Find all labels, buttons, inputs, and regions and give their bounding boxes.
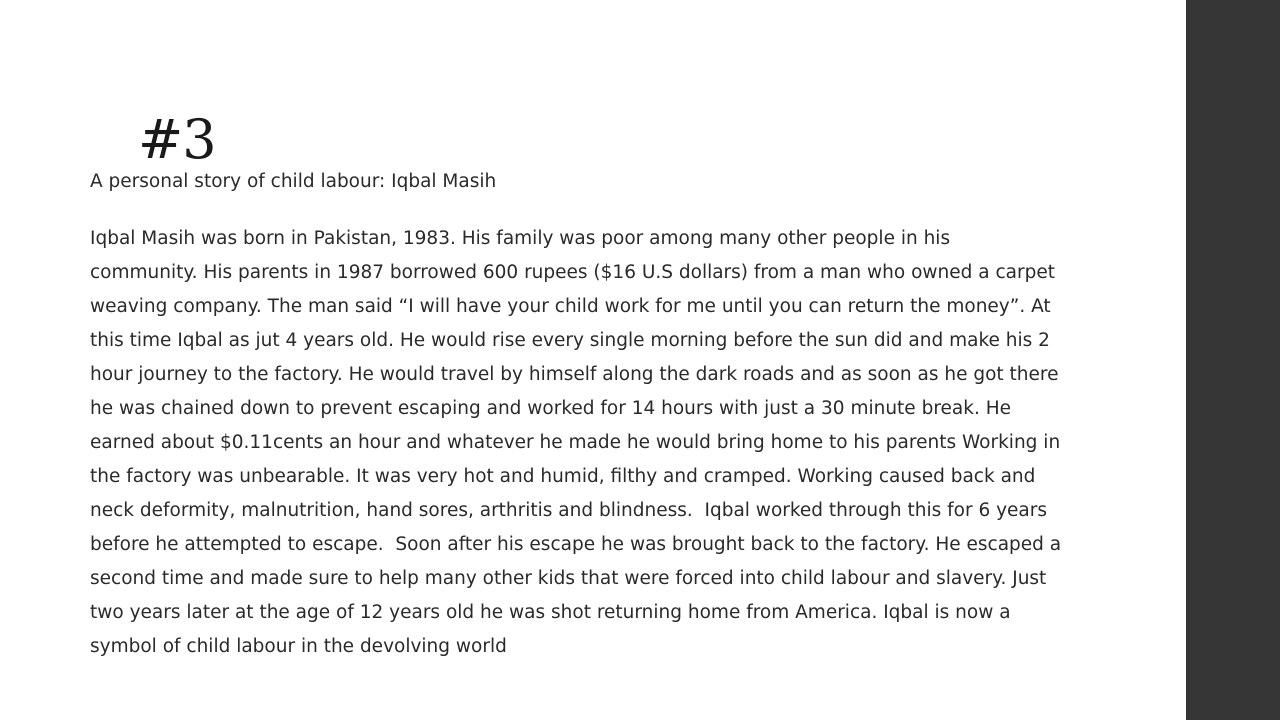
- body-line: the factory was unbearable. It was very hot and humid, filthy and cramped. Working caused back and: [90, 466, 1036, 487]
- body-line: weaving company. The man said “I will have your child work for me until you can return the money”. At: [90, 296, 1051, 317]
- slide-title: #3: [138, 108, 216, 171]
- body-line: he was chained down to prevent escaping and worked for 14 hours with just a 30 minute break. He: [90, 398, 1011, 419]
- body-line: two years later at the age of 12 years old he was shot returning home from America. Iqbal is now a: [90, 602, 1011, 623]
- body-line: neck deformity, malnutrition, hand sores, arthritis and blindness. Iqbal worked through this for 6 years: [90, 500, 1048, 521]
- side-accent-bar: [1186, 0, 1280, 720]
- body-line: community. His parents in 1987 borrowed 600 rupees ($16 U.S dollars) from a man who owned a carpet: [90, 262, 1055, 283]
- body-line: hour journey to the factory. He would travel by himself along the dark roads and as soon as he got there: [90, 364, 1059, 385]
- body-line: symbol of child labour in the devolving world: [90, 636, 507, 657]
- body-line: this time Iqbal as jut 4 years old. He would rise every single morning before the sun did and make his 2: [90, 330, 1050, 351]
- slide-subtitle: A personal story of child labour: Iqbal Masih: [90, 171, 497, 192]
- body-line: before he attempted to escape. Soon after his escape he was brought back to the factory. He escaped a: [90, 534, 1062, 555]
- body-line: earned about $0.11cents an hour and whatever he made he would bring home to his parents Working in: [90, 432, 1061, 453]
- body-line: second time and made sure to help many other kids that were forced into child labour and slavery. Just: [90, 568, 1047, 589]
- body-line: Iqbal Masih was born in Pakistan, 1983. His family was poor among many other people in his: [90, 228, 951, 249]
- slide-body: [90, 222, 1090, 664]
